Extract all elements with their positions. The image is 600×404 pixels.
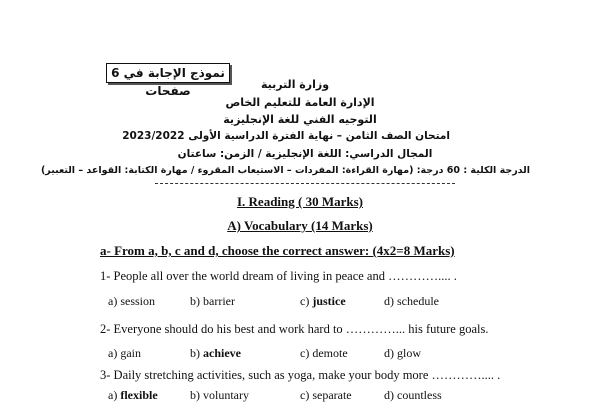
option-d: d) glow [384,346,421,360]
section-heading: I. Reading ( 30 Marks) [236,194,364,209]
option-a: a) session [108,294,155,308]
question-3-options [0,388,600,404]
ministry-title: وزارة التربية [260,78,330,91]
question-2-options [0,346,600,362]
exam-title: امتحان الصف الثامن – نهاية الفترة الدراسية الأولى 2023/2022 [122,130,450,142]
option-a: a) gain [108,346,141,360]
subject-duration: المجال الدراسي: اللغة الإنجليزية / الزمن: ساعتان [177,148,433,160]
supervision-title: التوجيه الفني للغة الإنجليزية [223,113,377,126]
question-2: 2- Everyone should do his best and work hard to …………... his future goals. [100,322,489,336]
answer-key-badge: نموذج الإجابة في 6 صفحات [106,63,230,83]
option-b: b) voluntary [190,388,249,402]
option-a: a) flexible [108,388,158,402]
question-1-options [0,294,600,310]
question-1: 1- People all over the world dream of living in peace and ………….... . [100,269,457,283]
question-3: 3- Daily stretching activities, such as yoga, make your body more ………….... . [100,368,501,382]
option-b: b) achieve [190,346,241,360]
dashed-divider [155,183,455,184]
option-c: c) separate [300,388,352,402]
option-d: d) schedule [384,294,439,308]
option-c: c) demote [300,346,348,360]
department-title: الإدارة العامة للتعليم الخاص [225,96,375,109]
option-d: d) countless [384,388,442,402]
option-b: b) barrier [190,294,235,308]
option-c: c) justice [300,294,346,308]
total-marks-line: الدرجة الكلية : 60 درجة: (مهارة القراءة: المفردات – الاستيعاب المقروء / مهارة الكتابة: القواعد – التعبير) [40,165,530,176]
subsection-heading: A) Vocabulary (14 Marks) [227,218,373,233]
instruction: a- From a, b, c and d, choose the correct answer: (4x2=8 Marks) [100,243,455,258]
